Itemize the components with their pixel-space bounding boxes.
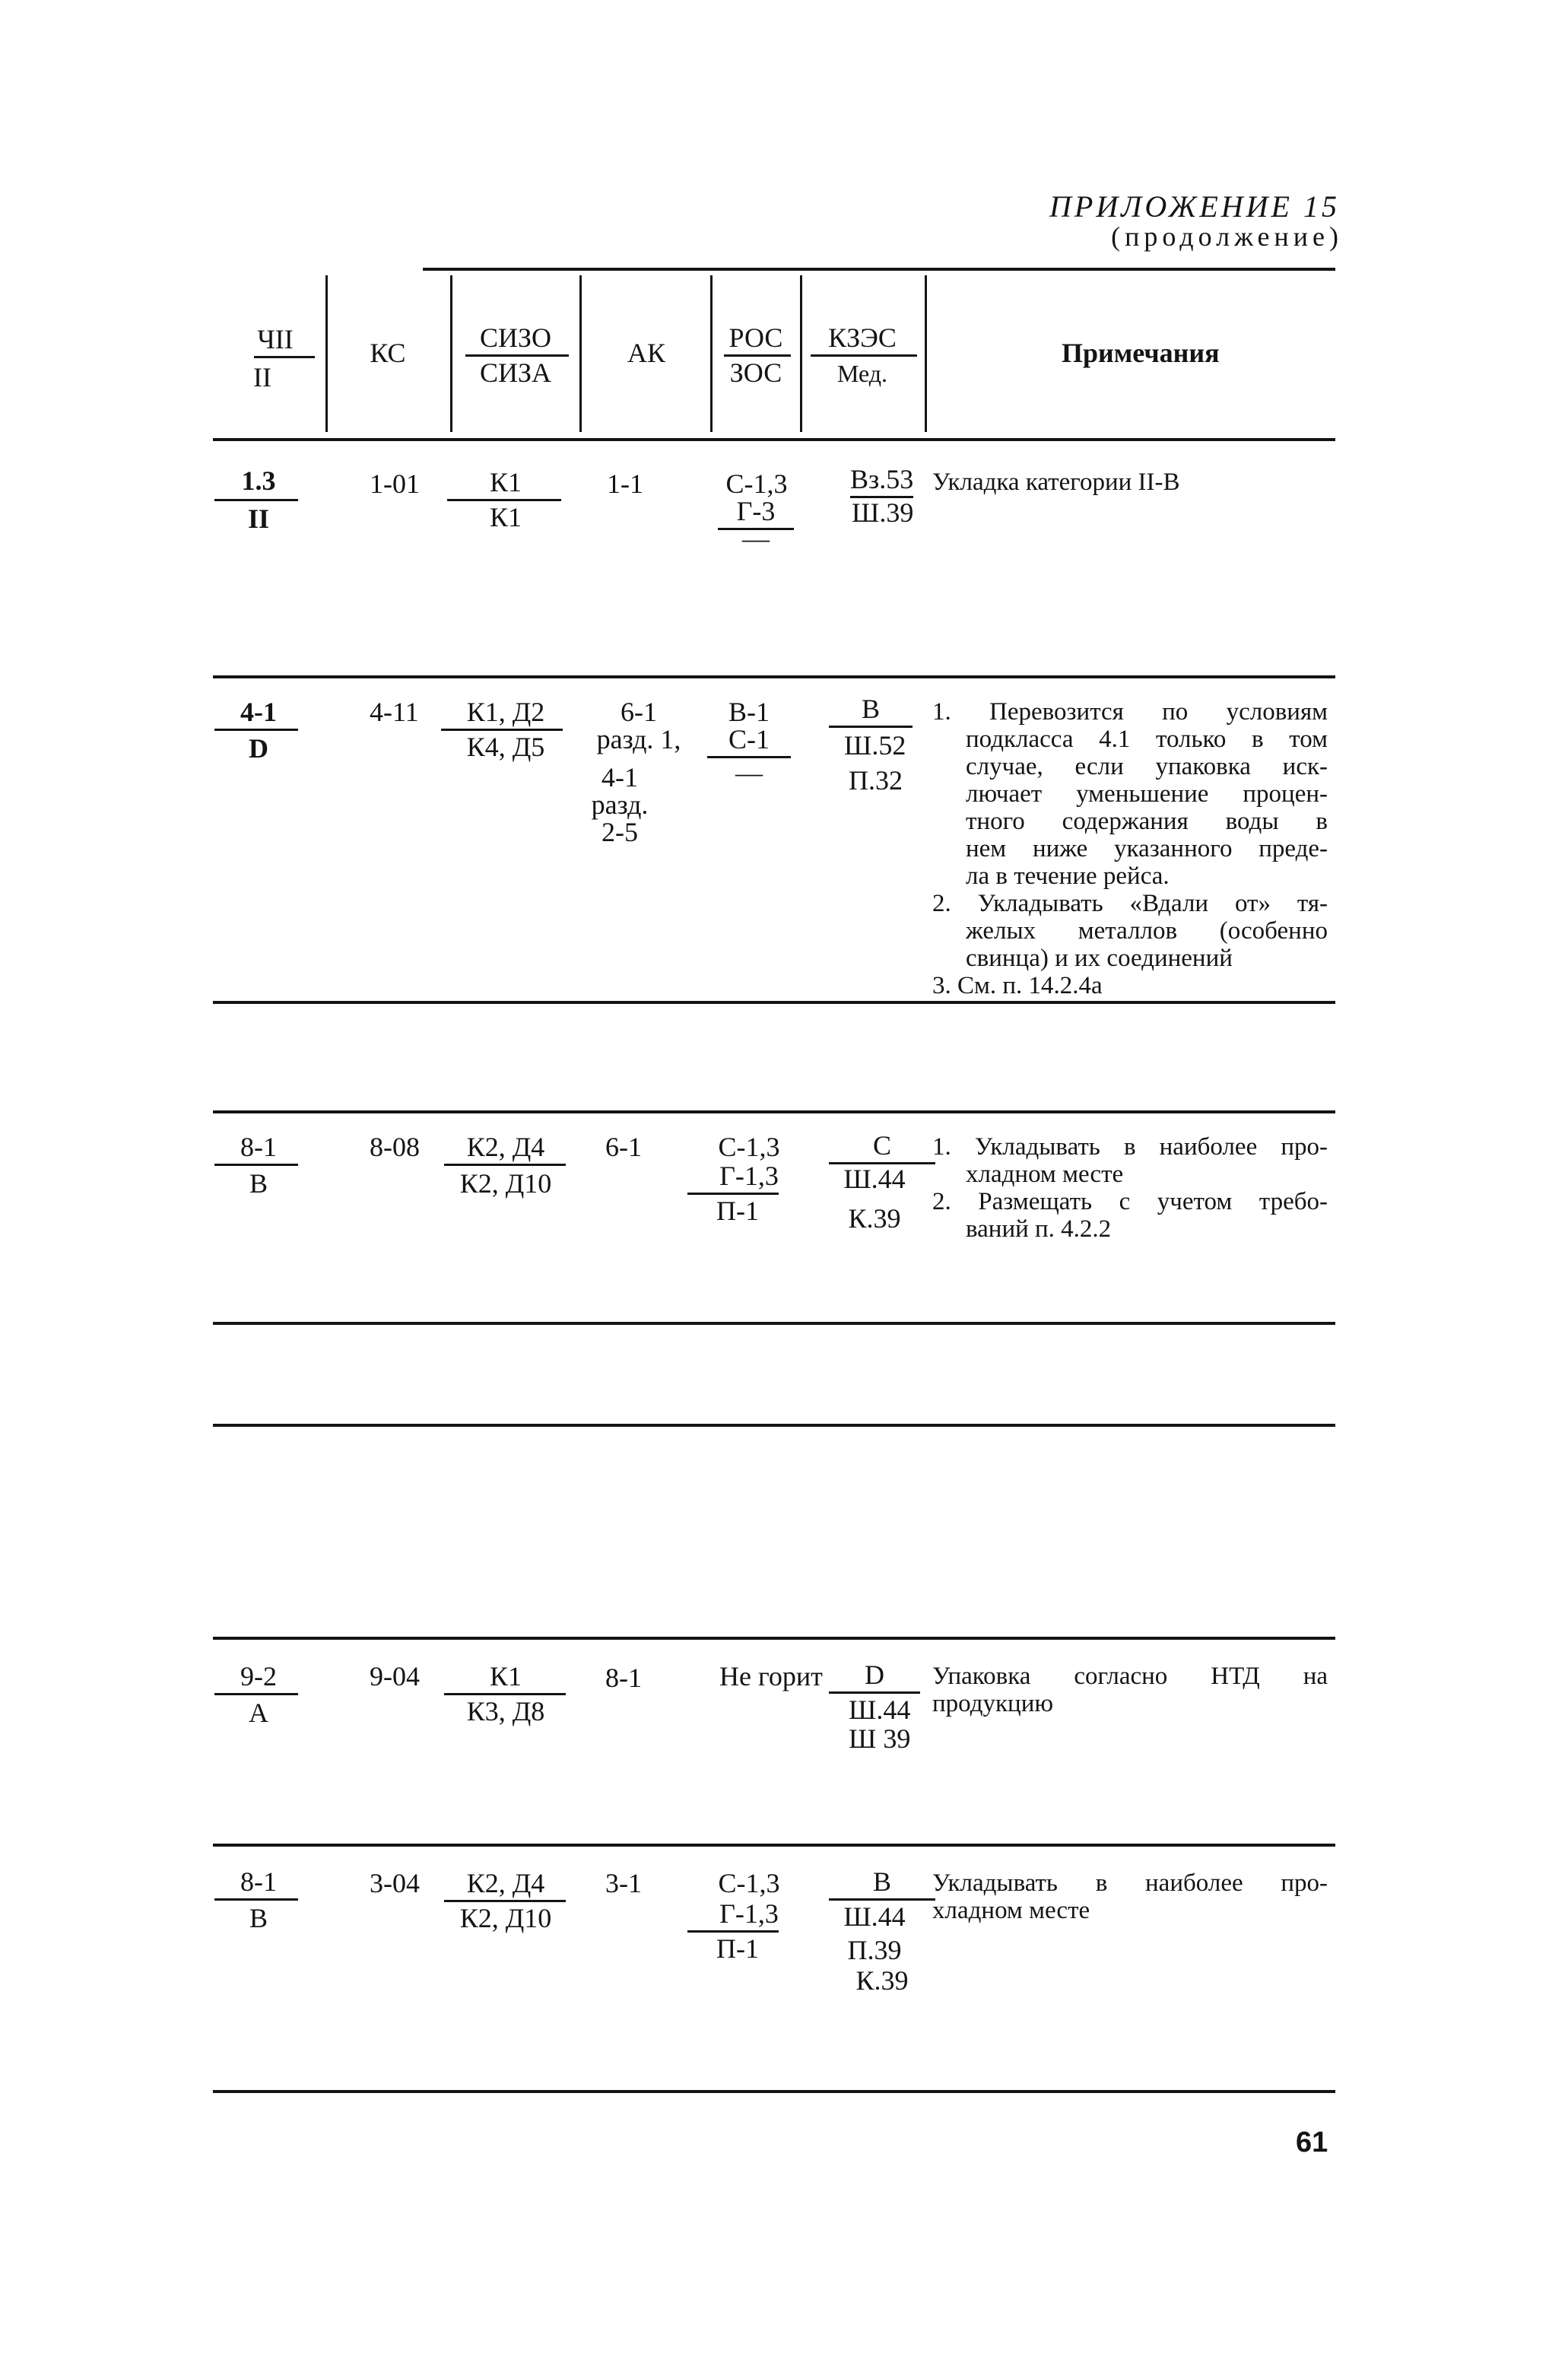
row-separator xyxy=(213,1637,1335,1640)
note-line: хладном месте xyxy=(932,1897,1090,1924)
note-line: продукцию xyxy=(932,1690,1054,1717)
note-line: свинца) и их соединений xyxy=(966,945,1233,972)
class-fraction-line xyxy=(214,729,298,731)
header-divider-3 xyxy=(579,275,582,432)
row-separator xyxy=(213,1844,1335,1847)
class-top: 8-1 xyxy=(240,1132,277,1162)
ak-line: 4-1 xyxy=(601,762,638,792)
note-line: 2. Размещать с учетом требо- xyxy=(932,1188,1328,1215)
kc-code: 1-01 xyxy=(370,469,420,499)
sizo-line xyxy=(447,499,561,501)
kzes-value: D xyxy=(829,1661,920,1694)
row-separator xyxy=(213,1001,1335,1004)
appendix-title: ПРИЛОЖЕНИЕ 15 xyxy=(1049,189,1340,224)
row-separator xyxy=(213,1322,1335,1325)
ros-line: С-1,3 xyxy=(725,469,788,499)
note-line: нем ниже указанного преде- xyxy=(966,835,1328,862)
kzes-line: Ш.44 xyxy=(843,1901,906,1932)
class-bottom: А xyxy=(249,1698,268,1728)
siza-value: К2, Д10 xyxy=(459,1168,552,1199)
class-bottom: В xyxy=(249,1168,268,1199)
class-top: 4-1 xyxy=(240,697,277,727)
header-zos: ЗОС xyxy=(729,357,782,388)
note-line: Укладывать в наиболее про- xyxy=(932,1869,1328,1897)
kzes-line: К.39 xyxy=(855,1965,909,1996)
note-line: тного содержания воды в xyxy=(966,808,1328,835)
note-line: Упаковка согласно НТД на xyxy=(932,1663,1328,1690)
kzes-value: В xyxy=(829,1868,935,1901)
note-line: Укладка категории II-В xyxy=(932,469,1180,496)
sizo-value: К2, Д4 xyxy=(466,1868,545,1898)
sizo-value: К1, Д2 xyxy=(466,697,545,727)
ros-line: П-1 xyxy=(716,1933,759,1964)
kc-code: 8-08 xyxy=(370,1132,420,1162)
kzes-value: Вз.53 xyxy=(850,465,913,498)
note-line: хладном месте xyxy=(966,1161,1124,1188)
kzes-line: П.32 xyxy=(849,765,903,796)
row-separator xyxy=(213,1110,1335,1113)
kzes-line: Ш.44 xyxy=(849,1695,911,1725)
note-line: лючает уменьшение процен- xyxy=(966,780,1328,808)
header-kzes: КЗЭС xyxy=(828,322,897,353)
siza-value: К1 xyxy=(489,502,522,532)
header-divider-6 xyxy=(925,275,927,432)
ak-line: 2-5 xyxy=(601,817,638,847)
header-class-line xyxy=(254,356,315,358)
note-line: 2. Укладывать «Вдали от» тя- xyxy=(932,890,1328,917)
ros-line: П-1 xyxy=(716,1196,759,1226)
kc-code: 9-04 xyxy=(370,1661,420,1691)
header-divider-1 xyxy=(325,275,328,432)
ros-line: — xyxy=(735,758,763,788)
sizo-value: К2, Д4 xyxy=(466,1132,545,1162)
header-ros: РОС xyxy=(728,322,783,353)
class-top: 8-1 xyxy=(240,1866,277,1897)
sizo-value: К1 xyxy=(489,1661,522,1691)
header-siza: СИЗА xyxy=(479,357,552,388)
header-class-top: ЧII xyxy=(257,324,294,354)
table-bottom-rule xyxy=(213,2090,1335,2093)
sizo-line xyxy=(444,1900,566,1902)
header-sizo-line xyxy=(465,354,569,357)
ros-line: Г-1,3 xyxy=(719,1161,779,1191)
note-line: 3. См. п. 14.2.4а xyxy=(932,972,1103,999)
header-kc: КС xyxy=(370,338,406,368)
sizo-line xyxy=(444,1693,566,1695)
note-line: 1. Укладывать в наиболее про- xyxy=(932,1133,1328,1161)
ak-line: разд. 1, xyxy=(596,724,681,754)
appendix-subtitle: (продолжение) xyxy=(1111,221,1343,252)
class-fraction-line xyxy=(214,1898,298,1901)
ros-line: В-1 xyxy=(728,697,770,727)
kzes-line: Ш.39 xyxy=(852,497,914,528)
header-ros-line xyxy=(724,354,791,357)
kc-code: 4-11 xyxy=(370,697,419,727)
class-fraction-line xyxy=(214,499,298,501)
ak-line: 1-1 xyxy=(607,469,643,499)
ros-line: — xyxy=(742,523,770,554)
ros-line: С-1,3 xyxy=(718,1132,780,1162)
notes-cell xyxy=(932,1133,1328,1243)
class-bottom: D xyxy=(249,733,268,764)
note-line: ваний п. 4.2.2 xyxy=(966,1215,1112,1243)
ros-fraction-line xyxy=(687,1193,779,1195)
header-class-bottom: II xyxy=(253,362,271,392)
ros-line: Г-3 xyxy=(718,497,794,530)
ros-line: Не горит xyxy=(719,1661,823,1691)
note-line: 1. Перевозится по условиям xyxy=(932,698,1328,726)
kzes-line: П.39 xyxy=(847,1935,902,1965)
siza-value: К2, Д10 xyxy=(459,1903,552,1933)
header-bottom-rule xyxy=(213,438,1335,441)
siza-value: К3, Д8 xyxy=(466,1696,545,1726)
notes-cell xyxy=(932,1663,1328,1717)
header-divider-4 xyxy=(710,275,713,432)
ros-line: С-1 xyxy=(707,726,791,758)
ak-line: 8-1 xyxy=(605,1663,642,1693)
header-top-rule xyxy=(423,268,1335,271)
class-bottom: В xyxy=(249,1903,268,1933)
kzes-value: С xyxy=(829,1132,935,1164)
notes-cell xyxy=(932,1869,1328,1924)
kzes-line: Ш.52 xyxy=(844,730,906,761)
header-ak: АК xyxy=(627,338,665,368)
header-divider-5 xyxy=(800,275,802,432)
ak-line: 3-1 xyxy=(605,1868,642,1898)
header-sizo: СИЗО xyxy=(479,322,552,353)
sizo-line xyxy=(444,1164,566,1166)
kzes-line: К.39 xyxy=(848,1203,901,1234)
ak-line: 6-1 xyxy=(605,1132,642,1162)
notes-cell xyxy=(932,698,1328,999)
note-line: подкласса 4.1 только в том xyxy=(966,726,1328,753)
siza-value: К4, Д5 xyxy=(466,732,545,762)
row-separator xyxy=(213,1424,1335,1427)
ros-line: С-1,3 xyxy=(718,1868,780,1898)
class-fraction-line xyxy=(214,1164,298,1166)
class-bottom: II xyxy=(247,503,270,534)
header-kzes-line xyxy=(811,354,917,357)
note-line: желых металлов (особенно xyxy=(966,917,1328,945)
kzes-value: В xyxy=(829,695,913,728)
kzes-line: Ш.44 xyxy=(843,1164,906,1194)
note-line: ла в течение рейса. xyxy=(966,862,1170,890)
class-fraction-line xyxy=(214,1693,298,1695)
class-top: 1.3 xyxy=(241,465,276,496)
note-line: случае, если упаковка иск- xyxy=(966,753,1328,780)
header-divider-2 xyxy=(450,275,452,432)
page-number: 61 xyxy=(1296,2127,1328,2158)
row-separator xyxy=(213,675,1335,678)
kzes-line: Ш 39 xyxy=(849,1723,911,1754)
header-med: Мед. xyxy=(836,360,888,387)
ros-line: Г-1,3 xyxy=(719,1898,779,1929)
sizo-line xyxy=(441,729,563,731)
ak-line: разд. xyxy=(591,789,649,820)
class-top: 9-2 xyxy=(240,1661,277,1691)
ak-line: 6-1 xyxy=(621,697,657,727)
ros-fraction-line xyxy=(687,1930,779,1933)
kc-code: 3-04 xyxy=(370,1868,420,1898)
sizo-value: К1 xyxy=(489,467,522,497)
header-notes: Примечания xyxy=(1062,338,1220,368)
